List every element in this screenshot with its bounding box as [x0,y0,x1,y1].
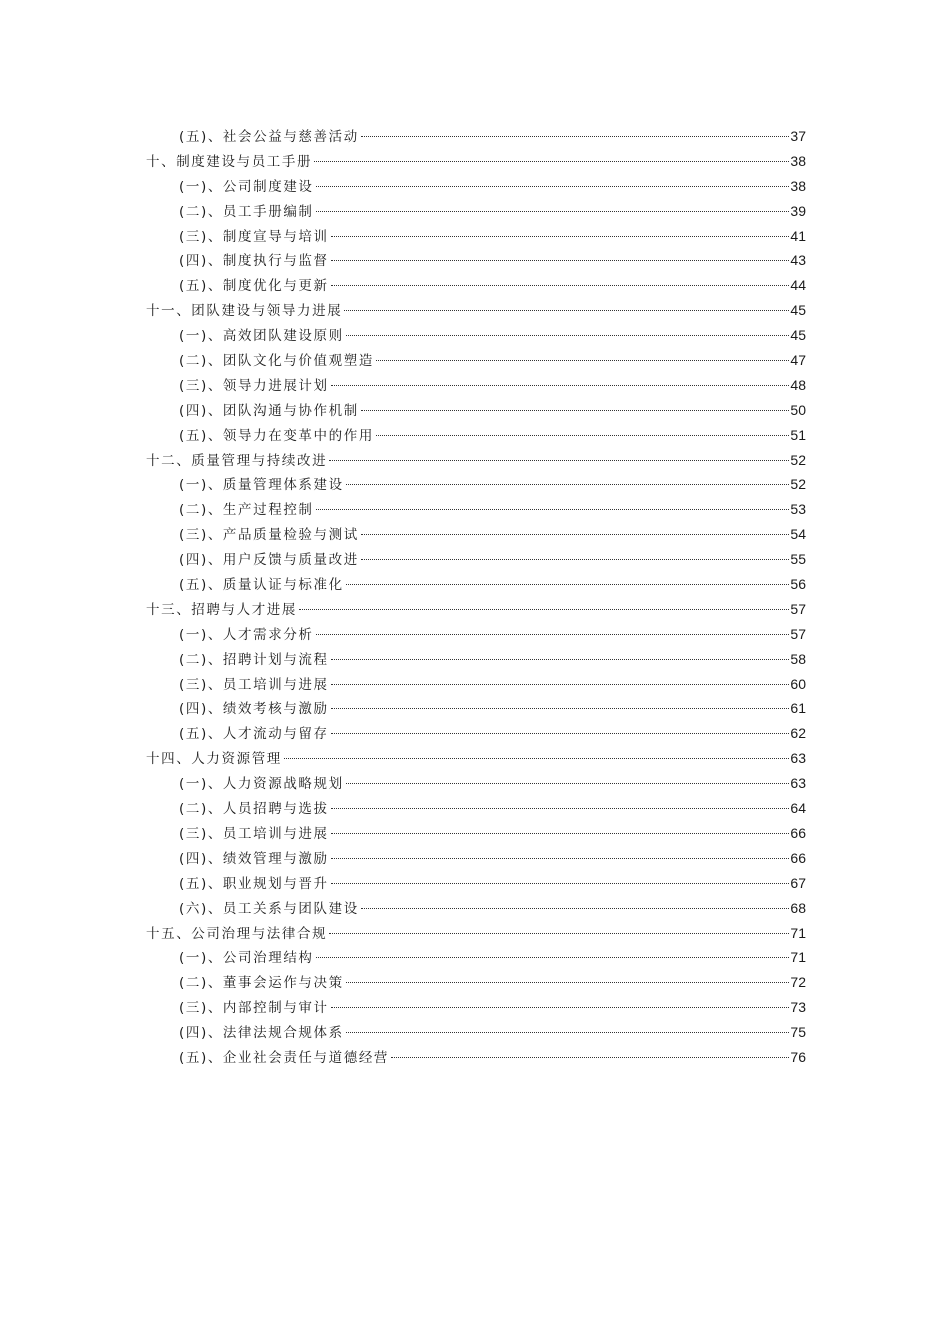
toc-section-entry[interactable] [179,248,806,273]
toc-dot-leader [331,858,790,859]
toc-dot-leader [346,982,790,983]
toc-dot-leader [331,385,790,386]
toc-chapter-entry[interactable] [146,746,806,771]
toc-page-number: 57 [790,625,806,642]
toc-entry-title: (六)、员工关系与团队建设 [179,900,359,917]
toc-section-entry[interactable] [179,622,806,647]
toc-dot-leader [316,186,790,187]
toc-entry-title: 十五、公司治理与法律合规 [146,925,328,942]
toc-entry-title: (五)、领导力在变革中的作用 [179,427,374,444]
toc-dot-leader [331,733,790,734]
toc-entry-title: (一)、高效团队建设原则 [179,328,344,345]
toc-page-number: 38 [790,177,806,194]
toc-section-entry[interactable] [179,273,806,298]
toc-page-number: 37 [790,128,806,144]
toc-entry-title: 十二、质量管理与持续改进 [146,452,328,469]
toc-dot-leader [346,783,790,784]
toc-page-number: 38 [790,152,806,169]
toc-page-number: 66 [790,824,806,841]
toc-section-entry[interactable] [179,224,806,249]
toc-dot-leader [361,559,790,560]
toc-section-entry[interactable] [179,970,806,995]
toc-dot-leader [316,509,790,510]
toc-dot-leader [346,584,790,585]
toc-dot-leader [346,484,790,485]
toc-page-number: 48 [790,376,806,393]
toc-section-entry[interactable] [179,771,806,796]
toc-page-number: 57 [790,600,806,617]
toc-page-number: 41 [790,227,806,244]
toc-entry-title: (三)、制度宣导与培训 [179,228,329,245]
toc-page-number: 73 [790,999,806,1016]
toc-entry-title: (二)、招聘计划与流程 [179,651,329,668]
toc-dot-leader [331,808,790,809]
toc-dot-leader [361,136,790,137]
toc-section-entry[interactable] [179,323,806,348]
toc-page-number: 45 [790,302,806,319]
toc-dot-leader [331,833,790,834]
toc-entry-title: (三)、领导力进展计划 [179,377,329,394]
toc-section-entry[interactable] [179,696,806,721]
toc-section-entry[interactable] [179,472,806,497]
toc-page-number: 51 [790,426,806,443]
toc-dot-leader [284,758,790,759]
toc-page-number: 62 [790,725,806,742]
toc-dot-leader [346,335,790,336]
toc-entry-title: 十四、人力资源管理 [146,751,282,768]
toc-entry-title: (一)、公司制度建设 [179,178,314,195]
toc-section-entry[interactable] [179,871,806,896]
toc-dot-leader [316,957,790,958]
toc-dot-leader [376,360,789,361]
toc-section-entry[interactable] [179,199,806,224]
toc-entry-title: (一)、公司治理结构 [179,950,314,967]
toc-section-entry[interactable] [179,522,806,547]
toc-page-number: 68 [790,899,806,916]
toc-section-entry[interactable] [179,945,806,970]
toc-entry-title: (五)、质量认证与标准化 [179,577,344,594]
toc-dot-leader [331,260,790,261]
toc-dot-leader [314,161,789,162]
toc-dot-leader [331,708,790,709]
toc-section-entry[interactable] [179,1045,806,1070]
toc-section-entry[interactable] [179,174,806,199]
toc-page-number: 71 [790,924,806,941]
toc-page-number: 66 [790,849,806,866]
toc-chapter-entry[interactable] [146,448,806,473]
toc-section-entry[interactable] [179,572,806,597]
toc-page-number: 63 [790,750,806,767]
toc-page-number: 55 [790,551,806,568]
toc-section-entry[interactable] [179,846,806,871]
toc-entry-title: (四)、绩效管理与激励 [179,850,329,867]
toc-entry-title: (一)、人力资源战略规划 [179,776,344,793]
toc-section-entry[interactable] [179,423,806,448]
toc-page-number: 76 [790,1048,806,1065]
toc-section-entry[interactable] [179,124,806,149]
toc-dot-leader [329,933,789,934]
table-of-contents [0,124,950,1070]
toc-chapter-entry[interactable] [146,149,806,174]
toc-section-entry[interactable] [179,721,806,746]
toc-section-entry[interactable] [179,373,806,398]
toc-page-number: 61 [790,700,806,717]
toc-page-number: 72 [790,974,806,991]
toc-page-number: 56 [790,576,806,593]
toc-entry-title: (一)、人才需求分析 [179,626,314,643]
toc-page-number: 64 [790,800,806,817]
toc-entry-title: (四)、团队沟通与协作机制 [179,402,359,419]
toc-dot-leader [331,1007,790,1008]
toc-page-number: 43 [790,252,806,269]
toc-dot-leader [299,609,789,610]
toc-dot-leader [331,285,790,286]
toc-page-number: 39 [790,202,806,219]
toc-section-entry[interactable] [179,995,806,1020]
toc-page-number: 52 [790,451,806,468]
toc-entry-title: (一)、质量管理体系建设 [179,477,344,494]
toc-page-number: 63 [790,775,806,792]
toc-dot-leader [361,410,790,411]
toc-page-number: 60 [790,675,806,692]
toc-page-number: 45 [790,327,806,344]
toc-entry-title: (二)、人员招聘与选拔 [179,801,329,818]
toc-section-entry[interactable] [179,647,806,672]
toc-dot-leader [391,1057,789,1058]
toc-entry-title: 十、制度建设与员工手册 [146,153,313,170]
toc-page-number: 47 [790,352,806,369]
toc-page-number: 52 [790,476,806,493]
toc-dot-leader [331,659,790,660]
toc-entry-title: (四)、法律法规合规体系 [179,1025,344,1042]
toc-dot-leader [331,883,790,884]
toc-page-number: 58 [790,650,806,667]
toc-entry-title: (五)、制度优化与更新 [179,278,329,295]
toc-chapter-entry[interactable] [146,921,806,946]
toc-section-entry[interactable] [179,796,806,821]
toc-dot-leader [376,435,789,436]
toc-entry-title: (四)、制度执行与监督 [179,253,329,270]
toc-chapter-entry[interactable] [146,597,806,622]
toc-section-entry[interactable] [179,896,806,921]
toc-section-entry[interactable] [179,821,806,846]
toc-entry-title: (五)、人才流动与留存 [179,726,329,743]
toc-dot-leader [344,310,789,311]
toc-entry-title: (五)、职业规划与晋升 [179,875,329,892]
toc-section-entry[interactable] [179,1020,806,1045]
toc-page-number: 44 [790,277,806,294]
toc-entry-title: (三)、员工培训与进展 [179,676,329,693]
toc-dot-leader [361,534,790,535]
toc-dot-leader [361,908,790,909]
toc-dot-leader [346,1032,790,1033]
toc-entry-title: 十一、团队建设与领导力进展 [146,303,343,320]
toc-entry-title: (二)、董事会运作与决策 [179,975,344,992]
toc-entry-title: (四)、绩效考核与激励 [179,701,329,718]
toc-dot-leader [316,211,790,212]
toc-entry-title: (二)、员工手册编制 [179,203,314,220]
toc-entry-title: (三)、员工培训与进展 [179,825,329,842]
toc-page-number: 67 [790,874,806,891]
toc-entry-title: (三)、产品质量检验与测试 [179,527,359,544]
toc-section-entry[interactable] [179,497,806,522]
toc-entry-title: (二)、团队文化与价值观塑造 [179,353,374,370]
toc-entry-title: (二)、生产过程控制 [179,502,314,519]
toc-section-entry[interactable] [179,672,806,697]
toc-section-entry[interactable] [179,398,806,423]
toc-section-entry[interactable] [179,348,806,373]
toc-page-number: 54 [790,526,806,543]
toc-page-number: 75 [790,1024,806,1041]
toc-entry-title: (五)、企业社会责任与道德经营 [179,1049,390,1066]
toc-dot-leader [331,684,790,685]
toc-dot-leader [316,634,790,635]
toc-dot-leader [329,460,789,461]
toc-entry-title: (三)、内部控制与审计 [179,1000,329,1017]
toc-section-entry[interactable] [179,547,806,572]
toc-chapter-entry[interactable] [146,298,806,323]
toc-dot-leader [331,236,790,237]
toc-entry-title: (五)、社会公益与慈善活动 [179,129,359,145]
toc-page-number: 53 [790,501,806,518]
toc-page-number: 50 [790,401,806,418]
toc-page-number: 71 [790,949,806,966]
toc-entry-title: (四)、用户反馈与质量改进 [179,552,359,569]
toc-entry-title: 十三、招聘与人才进展 [146,601,297,618]
